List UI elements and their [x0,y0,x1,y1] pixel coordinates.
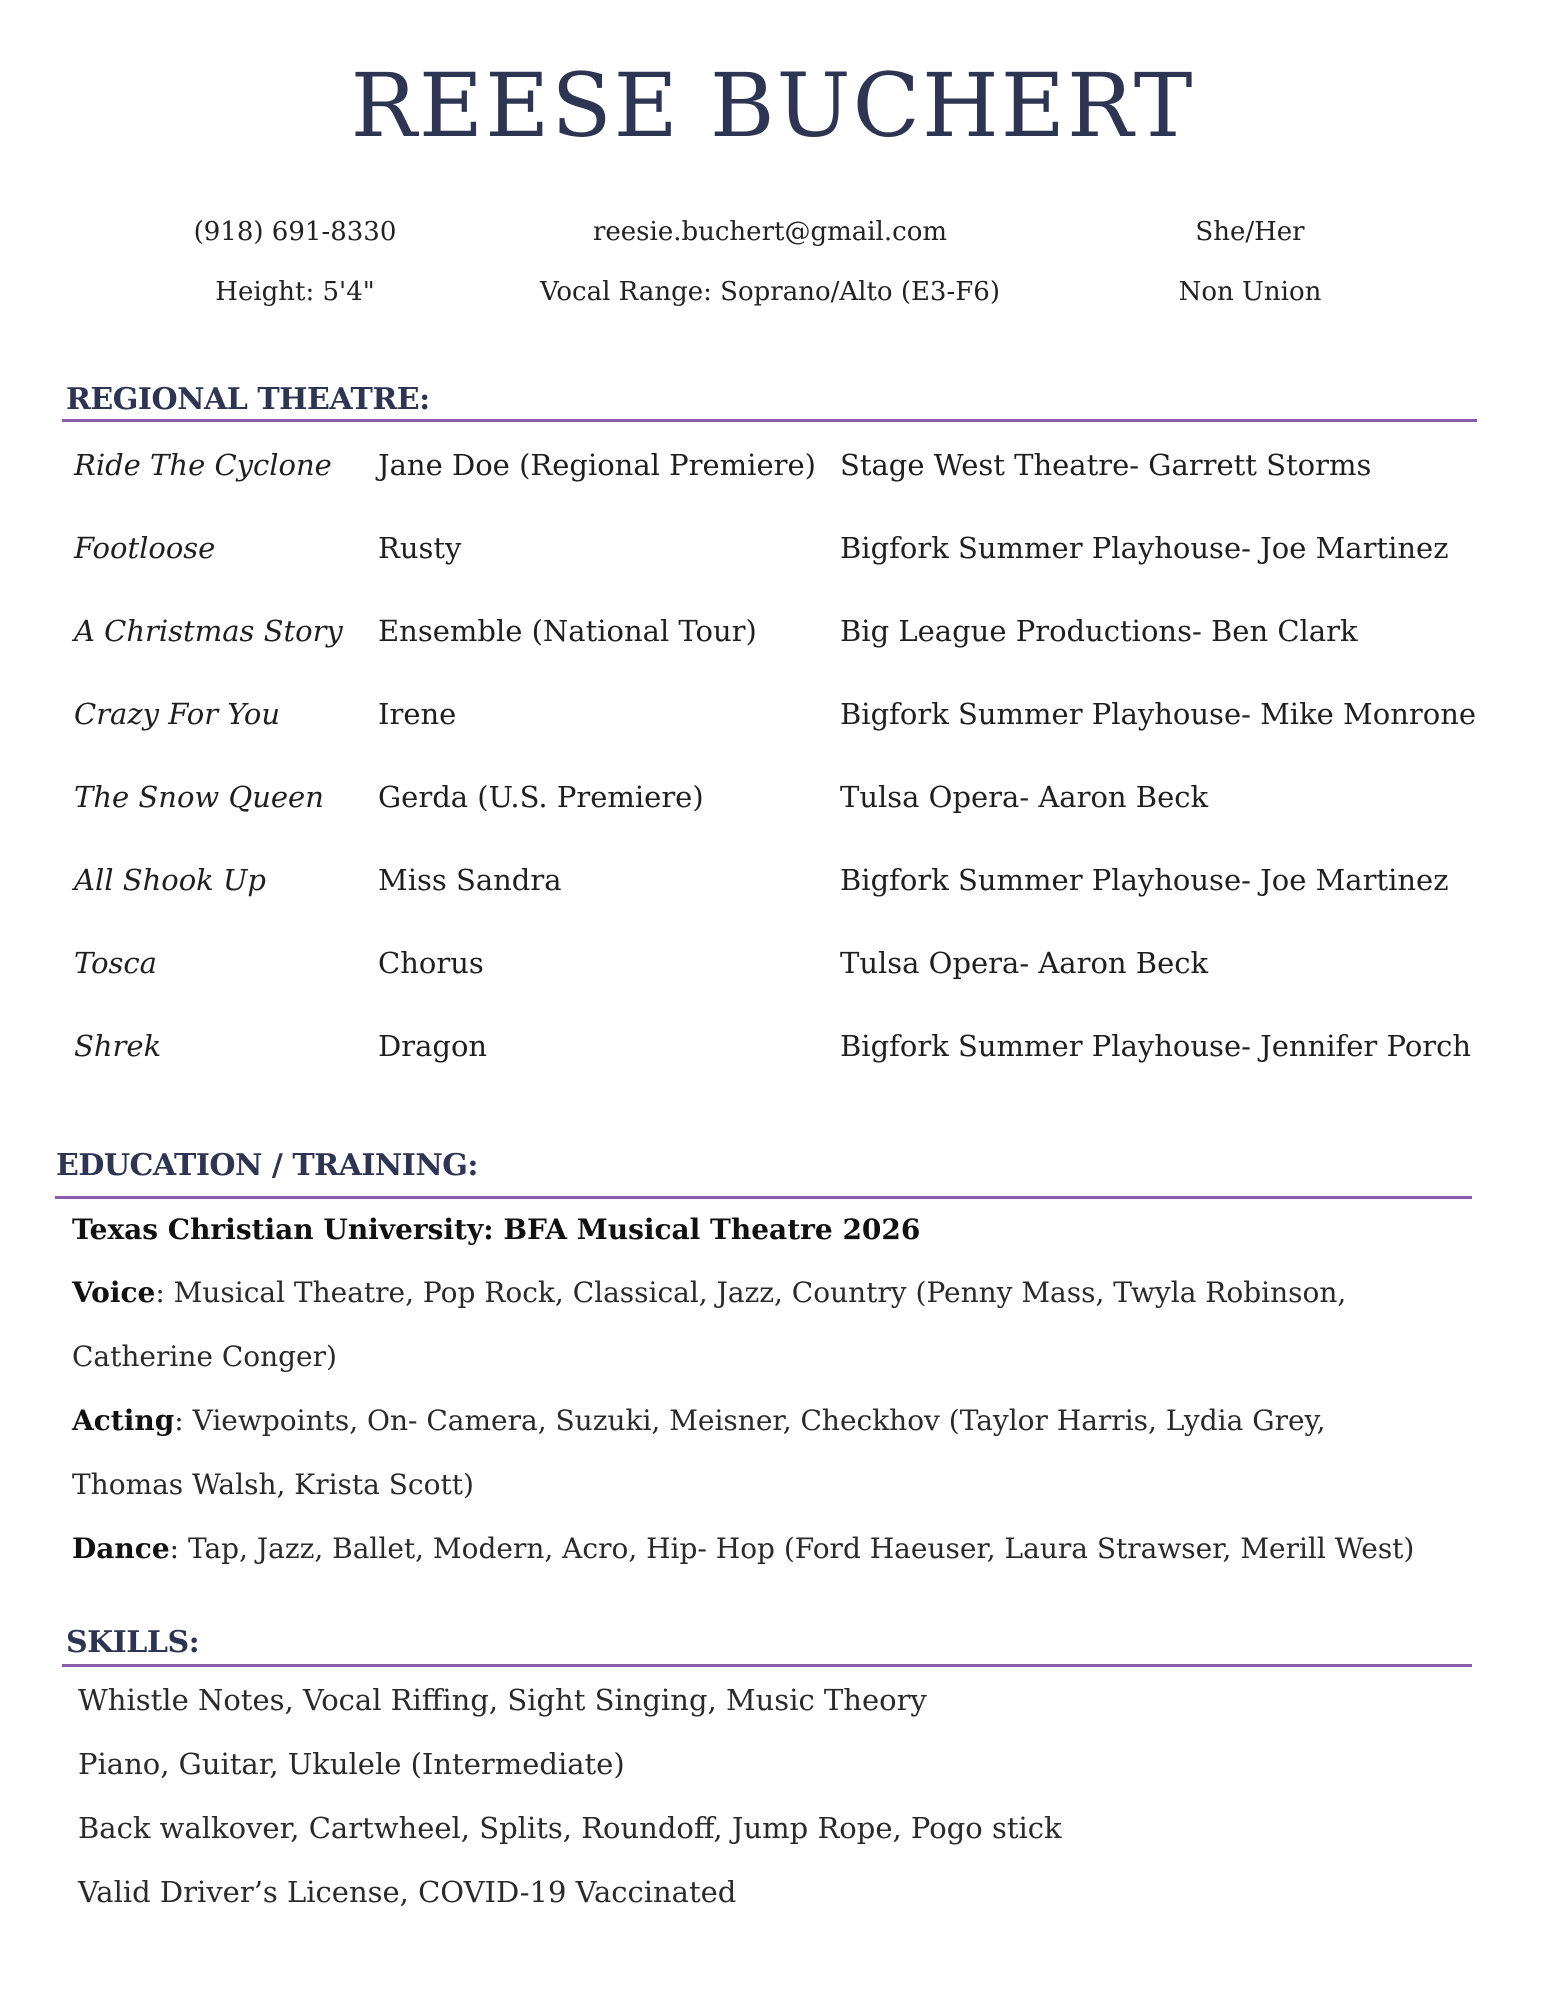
show-title: Crazy For You [74,697,281,731]
vocal-range: Vocal Range: Soprano/Alto (E3-F6) [540,277,1000,307]
voice-training-continued: Catherine Conger) [72,1340,337,1373]
show-title: All Shook Up [74,863,266,897]
role: Miss Sandra [378,863,562,897]
skills-heading: SKILLS: [66,1625,200,1660]
role: Jane Doe (Regional Premiere) [378,448,816,482]
venue-director: Tulsa Opera- Aaron Beck [840,780,1209,814]
height: Height: 5'4" [215,277,375,307]
venue-director: Bigfork Summer Playhouse- Joe Martinez [840,531,1449,565]
acting-details: : Viewpoints, On- Camera, Suzuki, Meisner, Checkhov (Taylor Harris, Lydia Grey, [174,1404,1326,1437]
role: Irene [378,697,457,731]
voice-label: Voice [72,1276,156,1309]
skill-item: Piano, Guitar, Ukulele (Intermediate) [78,1747,625,1781]
school-name: Texas Christian University: BFA Musical Theatre 2026 [72,1213,921,1246]
acting-training-continued: Thomas Walsh, Krista Scott) [72,1468,474,1501]
show-title: Shrek [74,1029,162,1063]
skill-item: Whistle Notes, Vocal Riffing, Sight Singing, Music Theory [78,1683,927,1717]
dance-details: : Tap, Jazz, Ballet, Modern, Acro, Hip- Hop (Ford Haeuser, Laura Strawser, Merill West) [169,1532,1415,1565]
dance-training [72,1532,1415,1565]
phone-number: (918) 691-8330 [193,217,397,247]
venue-director: Bigfork Summer Playhouse- Mike Monrone [840,697,1477,731]
show-title: Tosca [74,946,157,980]
dance-label: Dance [72,1532,170,1565]
performer-name: REESE BUCHERT [350,54,1195,157]
venue-director: Bigfork Summer Playhouse- Jennifer Porch [840,1029,1472,1063]
pronouns: She/Her [1195,217,1305,247]
venue-director: Bigfork Summer Playhouse- Joe Martinez [840,863,1449,897]
role: Chorus [378,946,484,980]
role: Ensemble (National Tour) [378,614,757,648]
venue-director: Big League Productions- Ben Clark [840,614,1358,648]
venue-director: Tulsa Opera- Aaron Beck [840,946,1209,980]
regional-theatre-divider [62,419,1477,422]
show-title: A Christmas Story [74,614,343,648]
acting-label: Acting [72,1404,175,1437]
union-status: Non Union [1178,277,1322,307]
skill-item: Valid Driver’s License, COVID-19 Vaccinated [78,1875,737,1909]
school-line [72,1213,921,1246]
show-title: Ride The Cyclone [74,448,332,482]
show-title: Footloose [74,531,216,565]
education-heading: EDUCATION / TRAINING: [56,1148,478,1183]
education-divider [55,1196,1472,1199]
role: Gerda (U.S. Premiere) [378,780,704,814]
venue-director: Stage West Theatre- Garrett Storms [840,448,1372,482]
show-title: The Snow Queen [74,780,324,814]
skills-divider [62,1664,1472,1667]
skill-item: Back walkover, Cartwheel, Splits, Roundoff, Jump Rope, Pogo stick [78,1811,1062,1845]
role: Dragon [378,1029,488,1063]
email-address: reesie.buchert@gmail.com [592,217,948,247]
role: Rusty [378,531,462,565]
voice-details: : Musical Theatre, Pop Rock, Classical, Jazz, Country (Penny Mass, Twyla Robinson, [155,1276,1347,1309]
regional-theatre-heading: REGIONAL THEATRE: [66,382,430,417]
voice-training [72,1276,1347,1309]
acting-training [72,1404,1326,1437]
